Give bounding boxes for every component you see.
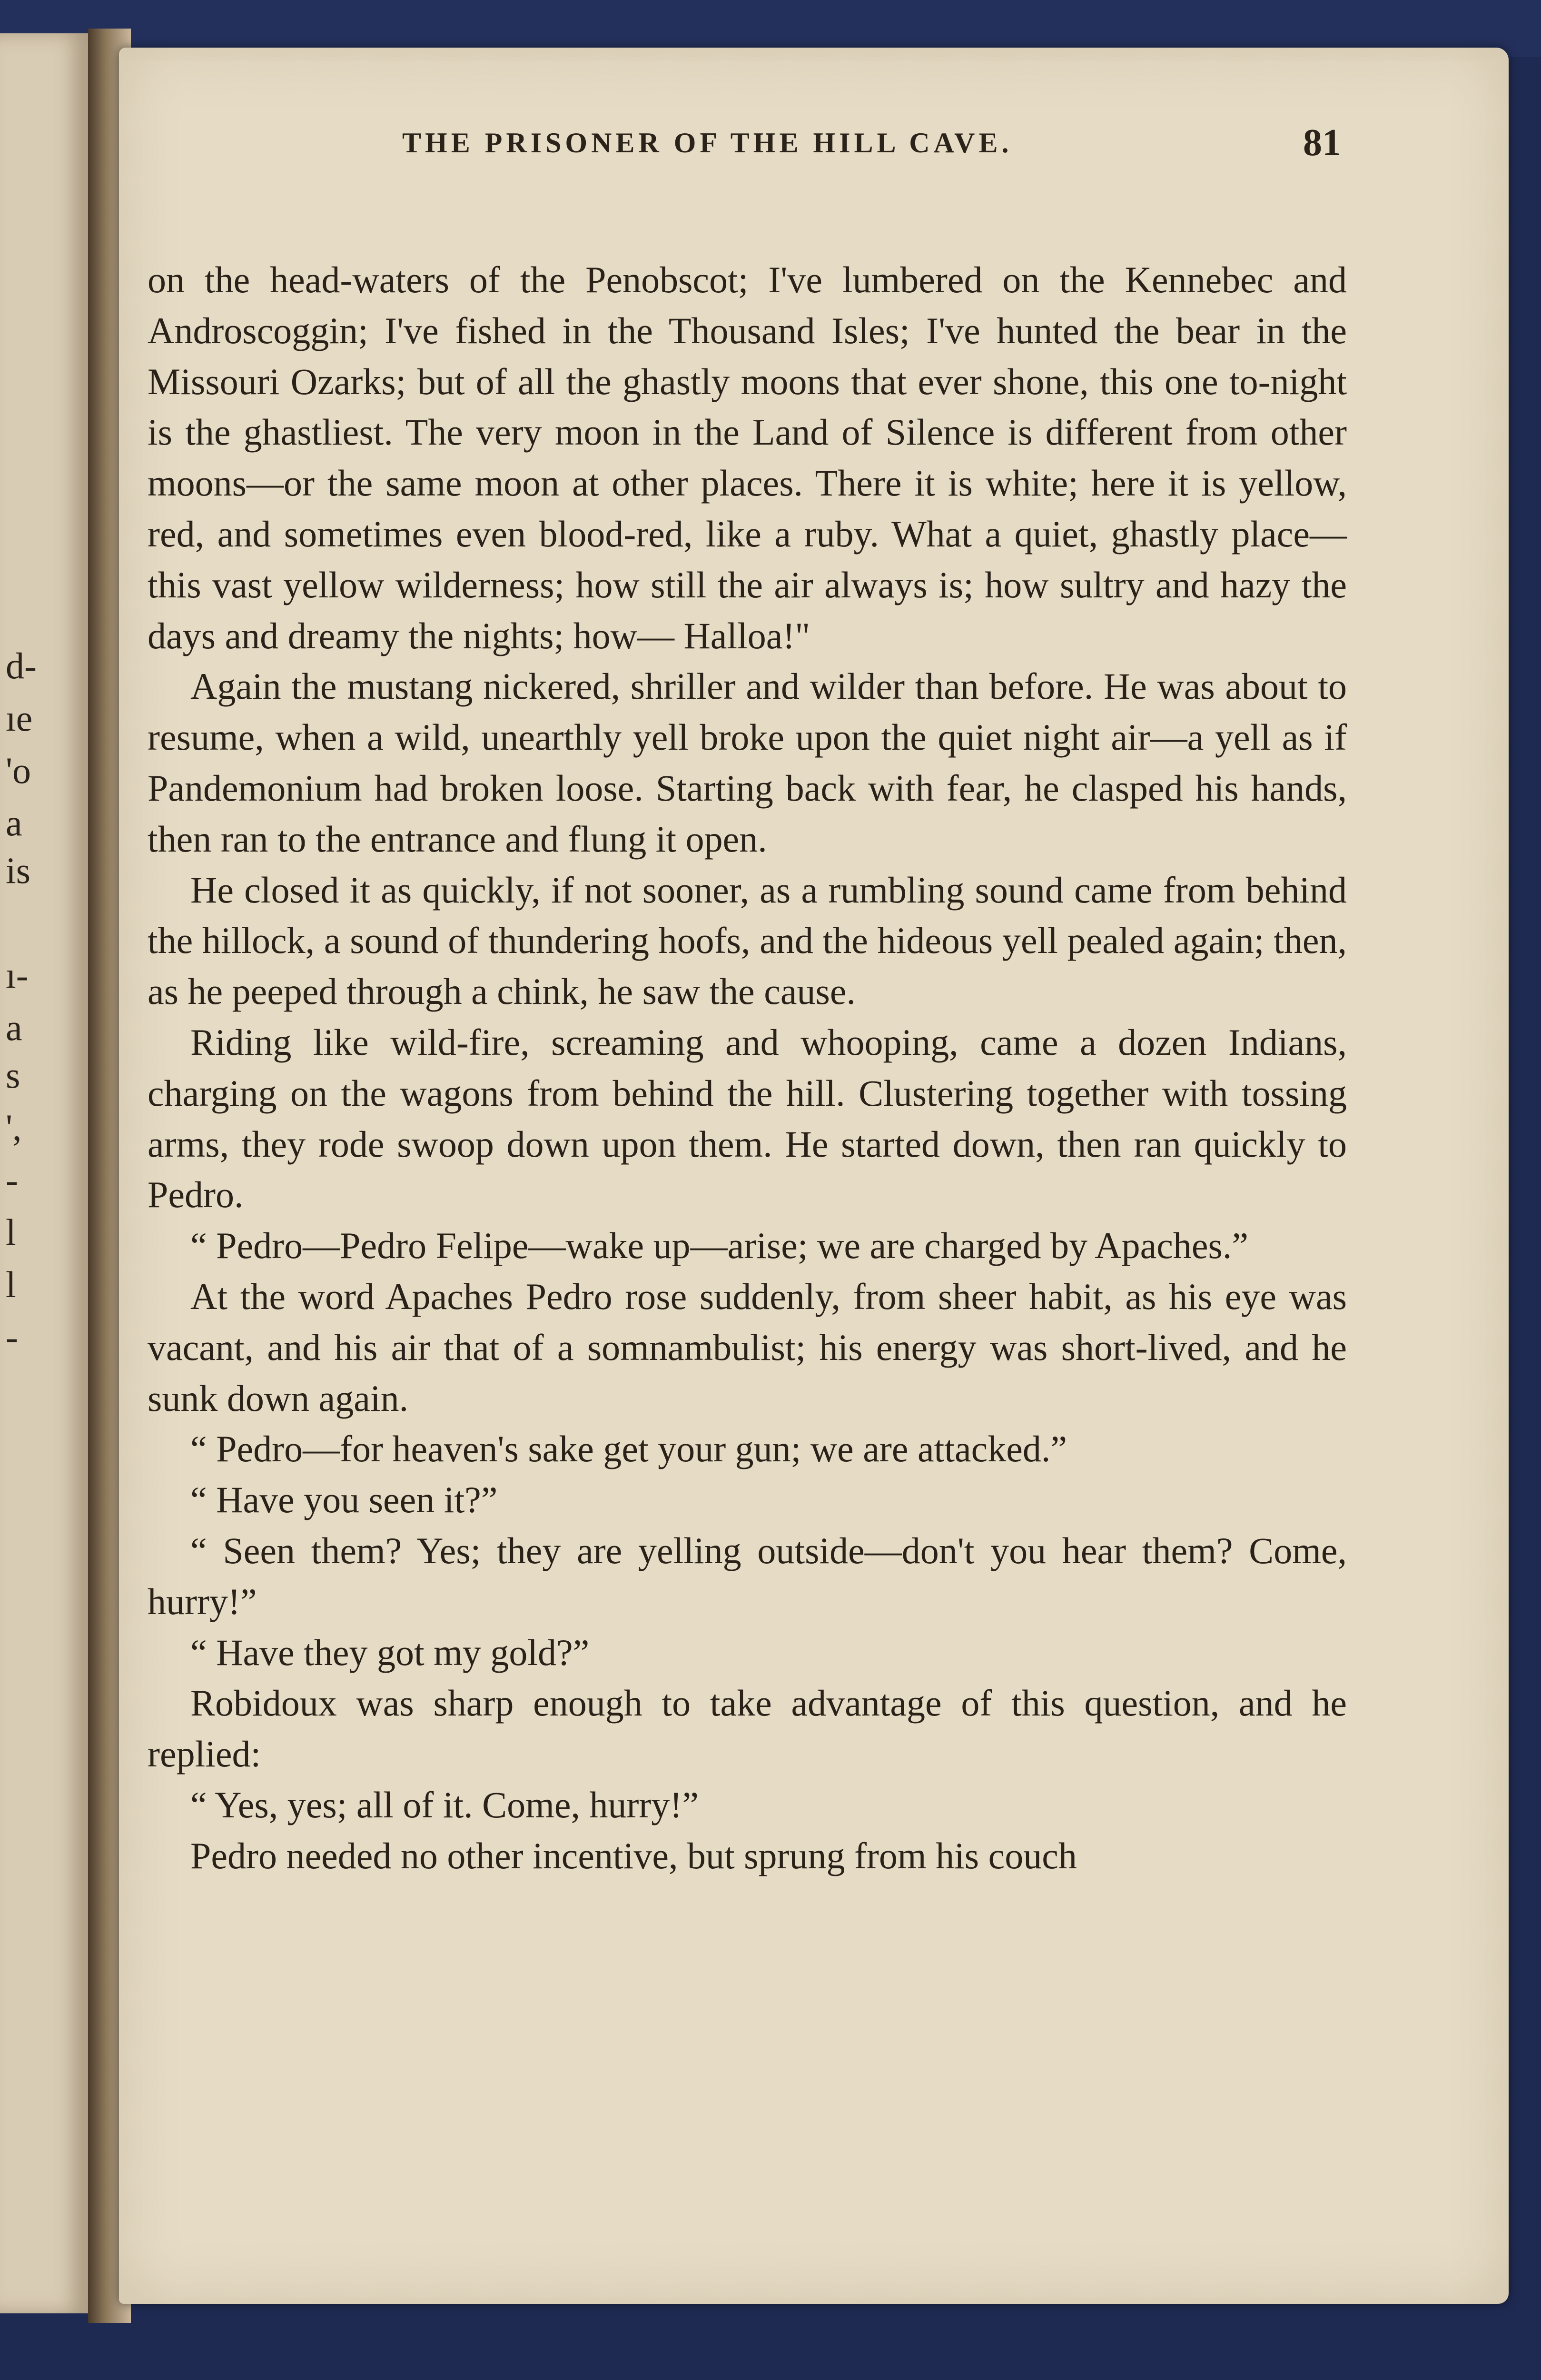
left-page-fragment: - [6,1159,18,1200]
left-page-fragment: is [6,850,31,891]
left-page-fragment: 'o [6,750,31,791]
paragraph: “ Have you seen it?” [190,1479,498,1521]
page-number: 81 [1303,122,1341,164]
paragraph: on the head-waters of the Penobscot; I've lumbered on the Kennebec and Androscoggin; I've fished in the Thousand Isles; I've hunted the bear in the Missouri Ozarks; but of all the ghastly moons that ever shone, this one to-night is the ghastliest. The very moon in the Land of Silence is different from other moons—or the same moon at other places. There it is white; here it is yellow, red, and sometimes even blood-red, like a ruby. What a quiet, ghastly place—this vast yellow wilderness; how still the air always is; how sultry and hazy the days and dreamy the nights; how— Halloa!" [148,259,1347,656]
left-page-fragment: ı- [6,954,29,996]
paragraph: Again the mustang nickered, shriller and wilder than before. He was about to resume, when a wild, unearthly yell broke upon the quiet night air—a yell as if Pandemonium had broken loose. Starting back with fear, he clasped his hands, then ran to the entrance and flung it open. [148,665,1347,860]
page-body [148,255,1347,1882]
paragraph: “ Pedro—for heaven's sake get your gun; we are attacked.” [190,1428,1067,1470]
paragraph: “ Seen them? Yes; they are yelling outside—don't you hear them? Come, hurry!” [148,1529,1347,1622]
left-page-fragment: - [6,1316,18,1358]
previous-page-edge [0,33,91,2313]
left-page-fragment: s [6,1054,20,1096]
paragraph: At the word Apaches Pedro rose suddenly, from sheer habit, as his eye was vacant, and his air that of a somnambulist; his energy was short-lived, and he sunk down again. [148,1275,1347,1419]
paragraph: “ Have they got my gold?” [190,1631,590,1673]
paragraph: Pedro needed no other incentive, but sprung from his couch [190,1835,1077,1876]
left-page-fragment: l [6,1264,16,1305]
paragraph: “ Yes, yes; all of it. Come, hurry!” [190,1784,699,1825]
running-head [0,114,1541,171]
left-page-fragment: ', [6,1107,22,1148]
left-page-fragment: a [6,802,22,843]
paragraph: “ Pedro—Pedro Felipe—wake up—arise; we are charged by Apaches.” [190,1225,1248,1267]
paragraph: Robidoux was sharp enough to take advantage of this question, and he replied: [148,1682,1347,1775]
running-head-title: THE PRISONER OF THE HILL CAVE. [402,127,1013,159]
left-page-fragment: d- [6,645,37,686]
left-page-fragment: a [6,1007,22,1048]
left-page-fragment: ıe [6,697,33,739]
left-page-fragment: l [6,1211,16,1253]
paragraph: Riding like wild-fire, screaming and whooping, came a dozen Indians, charging on the wagons from behind the hill. Clustering together with tossing arms, they rode swoop down upon them. He started down, then ran quickly to Pedro. [148,1021,1347,1216]
paragraph: He closed it as quickly, if not sooner, as a rumbling sound came from behind the hillock, a sound of thundering hoofs, and the hideous yell pealed again; then, as he peeped through a chink, he saw the cause. [148,869,1347,1012]
